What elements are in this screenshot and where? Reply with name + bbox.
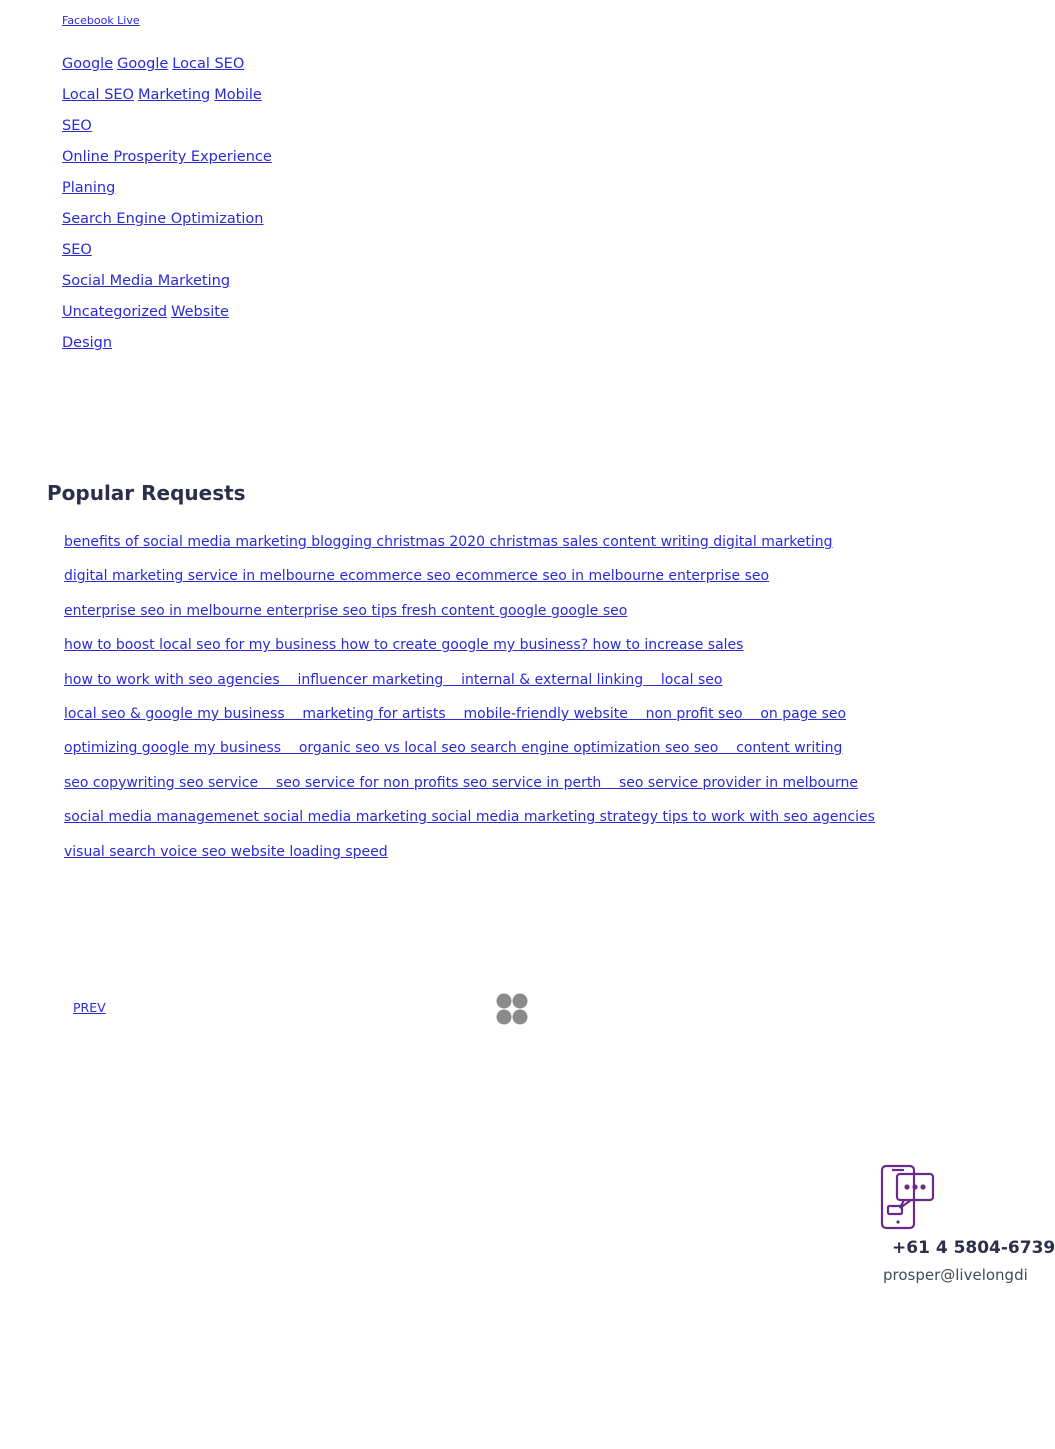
category-row	[62, 176, 276, 207]
category-row	[62, 207, 276, 238]
category-link[interactable]: Marketing	[137, 87, 211, 103]
request-row	[64, 669, 875, 703]
request-row	[64, 634, 875, 668]
category-link[interactable]: Mobile	[214, 87, 262, 103]
category-link[interactable]: SEO	[62, 242, 92, 258]
category-link[interactable]: Online Prosperity Experience	[62, 149, 272, 165]
facebook-live-link[interactable]: Facebook Live	[62, 14, 140, 27]
category-row	[62, 300, 276, 331]
popular-requests-title: Popular Requests	[47, 481, 246, 505]
category-link[interactable]: Local SEO	[62, 87, 134, 103]
request-link[interactable]: optimizing google my business organic seo vs local seo search engine optimization seo seo content writing	[64, 740, 843, 757]
request-row	[64, 531, 875, 565]
category-list	[62, 52, 276, 362]
category-row	[62, 83, 276, 114]
category-row	[62, 269, 276, 300]
phone-number[interactable]: +61 4 5804-6739	[892, 1238, 1055, 1258]
category-row	[62, 114, 276, 145]
category-link[interactable]: Search Engine Optimization	[62, 211, 264, 227]
request-link[interactable]: enterprise seo in melbourne enterprise seo tips fresh content google google seo	[64, 602, 628, 619]
request-row	[64, 841, 875, 875]
request-row	[64, 806, 875, 840]
request-row	[64, 600, 875, 634]
category-link[interactable]: Google	[117, 56, 169, 72]
phone-chat-icon	[880, 1162, 938, 1232]
request-row	[64, 703, 875, 737]
category-link[interactable]: Planing	[62, 180, 116, 196]
request-row	[64, 565, 875, 599]
request-row	[64, 737, 875, 771]
category-row	[62, 331, 276, 362]
category-link[interactable]: Design	[62, 335, 113, 351]
category-link[interactable]: Website	[171, 304, 229, 320]
request-link[interactable]: how to boost local seo for my business how to create google my business? how to increase sales	[64, 637, 744, 654]
category-row	[62, 52, 276, 83]
category-row	[62, 238, 276, 269]
request-link[interactable]: seo copywriting seo service seo service for non profits seo service in perth seo service provider in melbourne	[64, 774, 858, 791]
category-row	[62, 145, 276, 176]
category-link[interactable]: Local SEO	[172, 56, 245, 72]
request-link[interactable]: visual search voice seo website loading speed	[64, 843, 388, 860]
request-link[interactable]: local seo & google my business marketing for artists mobile-friendly website non profit seo on page seo	[64, 705, 847, 722]
grid-menu-icon[interactable]	[495, 992, 529, 1026]
request-link[interactable]: how to work with seo agencies influencer marketing internal & external linking local seo	[64, 671, 723, 688]
category-link[interactable]: Uncategorized	[62, 304, 168, 320]
category-link[interactable]: Google	[62, 56, 114, 72]
category-link[interactable]: SEO	[62, 118, 92, 134]
prev-link[interactable]: PREV	[73, 1000, 106, 1015]
request-row	[64, 772, 875, 806]
contact-block	[880, 1162, 1055, 1292]
request-link[interactable]: digital marketing service in melbourne ecommerce seo ecommerce seo in melbourne enterprise seo	[64, 568, 770, 585]
request-link[interactable]: social media managemenet social media marketing social media marketing strategy tips to work with seo agencies	[64, 809, 875, 826]
email-address[interactable]: prosper@livelongdi	[883, 1266, 1028, 1284]
request-link[interactable]: benefits of social media marketing blogging christmas 2020 christmas sales content writing digital marketing	[64, 534, 833, 550]
popular-requests-list	[64, 531, 875, 875]
category-link[interactable]: Social Media Marketing	[62, 273, 231, 289]
